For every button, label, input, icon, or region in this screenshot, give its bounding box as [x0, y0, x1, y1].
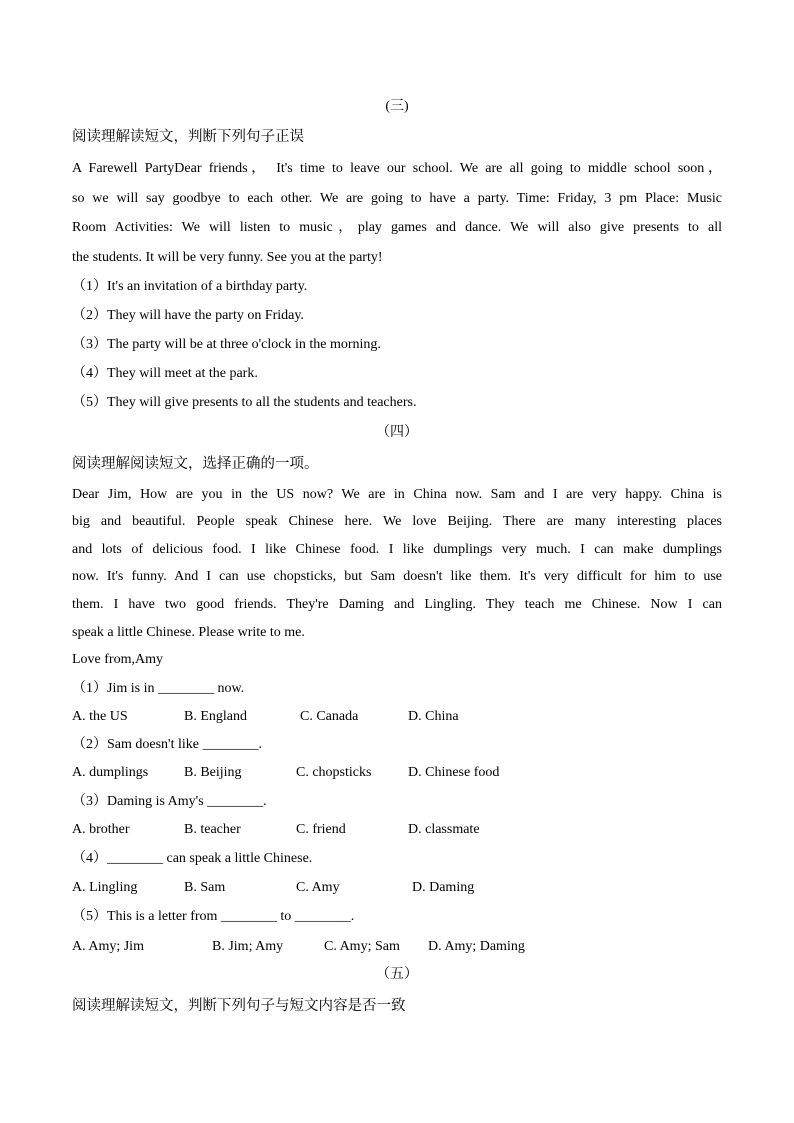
section-3-passage-line: A Farewell PartyDear friends， It's time to leave our school. We are all going to middle school soon，: [72, 161, 722, 176]
question-stem: （4）________ can speak a little Chinese.: [72, 851, 313, 866]
true-false-statement: （2）They will have the party on Friday.: [72, 308, 304, 323]
option-a[interactable]: A. brother: [72, 822, 130, 837]
question-stem: （3）Daming is Amy's ________.: [72, 794, 267, 809]
section-3-passage-line: the students. It will be very funny. See you at the party!: [72, 250, 383, 265]
true-false-statement: （1）It's an invitation of a birthday party.: [72, 279, 308, 294]
section-4-passage-line: speak a little Chinese. Please write to me.: [72, 625, 305, 640]
option-b[interactable]: B. England: [184, 709, 247, 724]
section-4-passage-line: big and beautiful. People speak Chinese here. We love Beijing. There are many interesting places: [72, 514, 722, 529]
section-3-heading: (三): [385, 99, 409, 114]
option-d[interactable]: D. Daming: [412, 880, 475, 895]
option-d[interactable]: D. China: [408, 709, 459, 724]
option-d[interactable]: D. classmate: [408, 822, 480, 837]
option-d[interactable]: D. Amy; Daming: [428, 939, 525, 954]
question-stem: （2）Sam doesn't like ________.: [72, 737, 262, 752]
section-4-passage-line: now. It's funny. And I can use chopsticks, but Sam doesn't like them. It's very difficult for him to use: [72, 569, 722, 584]
question-stem: （1）Jim is in ________ now.: [72, 681, 245, 696]
option-c[interactable]: C. chopsticks: [296, 765, 372, 780]
option-a[interactable]: A. the US: [72, 709, 128, 724]
true-false-statement: （4）They will meet at the park.: [72, 366, 258, 381]
option-b[interactable]: B. teacher: [184, 822, 241, 837]
section-3-instruction: 阅读理解读短文，判断下列句子正误: [72, 129, 304, 145]
option-c[interactable]: C. friend: [296, 822, 346, 837]
true-false-statement: （3）The party will be at three o'clock in the morning.: [72, 337, 381, 352]
option-a[interactable]: A. Amy; Jim: [72, 939, 144, 954]
question-stem: （5）This is a letter from ________ to ________.: [72, 909, 355, 924]
section-3-passage-line: Room Activities: We will listen to music，play games and dance. We will also give presents to all: [72, 220, 722, 235]
section-4-instruction: 阅读理解阅读短文，选择正确的一项。: [72, 456, 319, 472]
section-5-heading: （五）: [376, 967, 418, 982]
option-a[interactable]: A. Lingling: [72, 880, 138, 895]
option-a[interactable]: A. dumplings: [72, 765, 149, 780]
option-b[interactable]: B. Sam: [184, 880, 226, 895]
section-3-passage-line: so we will say goodbye to each other. We are going to have a party. Time: Friday, 3 pm Place: Music: [72, 191, 722, 206]
option-d[interactable]: D. Chinese food: [408, 765, 500, 780]
section-5-instruction: 阅读理解读短文，判断下列句子与短文内容是否一致: [72, 998, 406, 1014]
option-c[interactable]: C. Canada: [300, 709, 359, 724]
option-b[interactable]: B. Jim; Amy: [212, 939, 284, 954]
section-4-passage-line: them. I have two good friends. They're Daming and Lingling. They teach me Chinese. Now I can: [72, 597, 722, 612]
letter-signoff: Love from,Amy: [72, 652, 163, 667]
section-4-heading: （四）: [376, 425, 418, 440]
section-4-passage-line: and lots of delicious food. I like Chinese food. I like dumplings very much. I can make dumplings: [72, 542, 722, 557]
true-false-statement: （5）They will give presents to all the students and teachers.: [72, 395, 417, 410]
section-4-passage-line: Dear Jim, How are you in the US now? We are in China now. Sam and I are very happy. China is: [72, 487, 722, 502]
option-b[interactable]: B. Beijing: [184, 765, 242, 780]
option-c[interactable]: C. Amy; Sam: [324, 939, 400, 954]
option-c[interactable]: C. Amy: [296, 880, 340, 895]
